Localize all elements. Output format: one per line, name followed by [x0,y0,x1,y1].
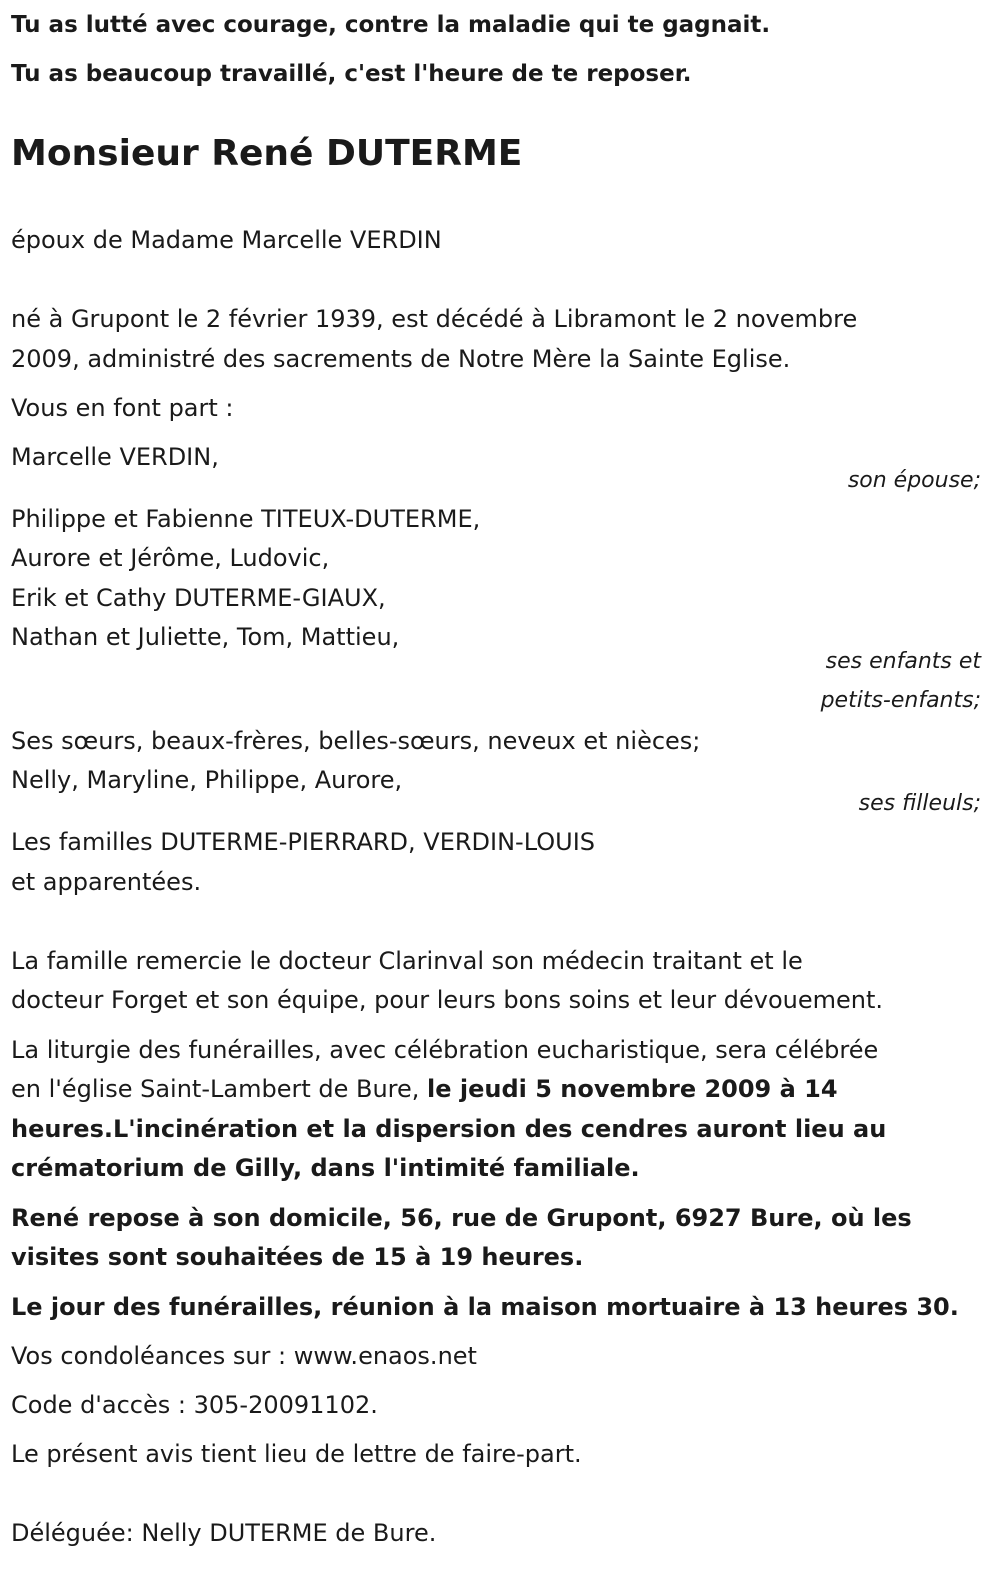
epigraph-line-1: Tu as lutté avec courage, contre la maladie qui te gagnait. [11,12,771,38]
families-line-2: et apparentées. [11,868,202,896]
meeting-line: Le jour des funérailles, réunion à la maison mortuaire à 13 heures 30. [11,1293,959,1321]
children-role-line-1: ses enfants et [825,649,981,674]
deceased-name: Monsieur René DUTERME [11,133,523,174]
visits-line-2: visites sont souhaitées de 15 à 19 heures. [11,1243,584,1271]
godchildren-names: Nelly, Maryline, Philippe, Aurore, [11,766,403,794]
thanks-line-2: docteur Forget et son équipe, pour leurs bons soins et leur dévouement. [11,986,884,1014]
liturgy-line-3: heures.L'incinération et la dispersion des cendres auront lieu au [11,1115,887,1143]
children-line-4: Nathan et Juliette, Tom, Mattieu, [11,623,400,651]
visits-line-1: René repose à son domicile, 56, rue de Grupont, 6927 Bure, où les [11,1204,912,1232]
spouse-line: époux de Madame Marcelle VERDIN [11,226,442,254]
liturgy-line-1: La liturgie des funérailles, avec célébration eucharistique, sera célébrée [11,1036,879,1064]
children-role-line-2: petits-enfants; [820,688,981,713]
children-line-1: Philippe et Fabienne TITEUX-DUTERME, [11,505,481,533]
liturgy-line-2-normal: en l'église Saint-Lambert de Bure, [11,1075,428,1103]
spouse-name: Marcelle VERDIN, [11,443,219,471]
spouse-role: son épouse; [847,468,981,493]
condolences-line: Vos condoléances sur : www.enaos.net [11,1342,477,1370]
delegate-line: Déléguée: Nelly DUTERME de Bure. [11,1519,437,1547]
birth-death-line-1: né à Grupont le 2 février 1939, est décédé à Libramont le 2 novembre [11,305,858,333]
birth-death-line-2: 2009, administré des sacrements de Notre Mère la Sainte Eglise. [11,345,791,373]
siblings-line: Ses sœurs, beaux-frères, belles-sœurs, neveux et nièces; [11,727,701,755]
epigraph-line-2: Tu as beaucoup travaillé, c'est l'heure de te reposer. [11,61,692,87]
notice-line: Le présent avis tient lieu de lettre de faire-part. [11,1440,582,1468]
children-line-2: Aurore et Jérôme, Ludovic, [11,544,330,572]
access-code-line: Code d'accès : 305-20091102. [11,1391,378,1419]
liturgy-date-time: le jeudi 5 novembre 2009 à 14 [427,1075,838,1103]
announce-line: Vous en font part : [11,394,234,422]
liturgy-line-2 [11,1074,838,1104]
thanks-line-1: La famille remercie le docteur Clarinval son médecin traitant et le [11,947,803,975]
liturgy-line-4: crématorium de Gilly, dans l'intimité familiale. [11,1154,640,1182]
godchildren-role: ses filleuls; [858,791,981,816]
children-line-3: Erik et Cathy DUTERME-GIAUX, [11,584,386,612]
families-line-1: Les familles DUTERME-PIERRARD, VERDIN-LOUIS [11,828,596,856]
